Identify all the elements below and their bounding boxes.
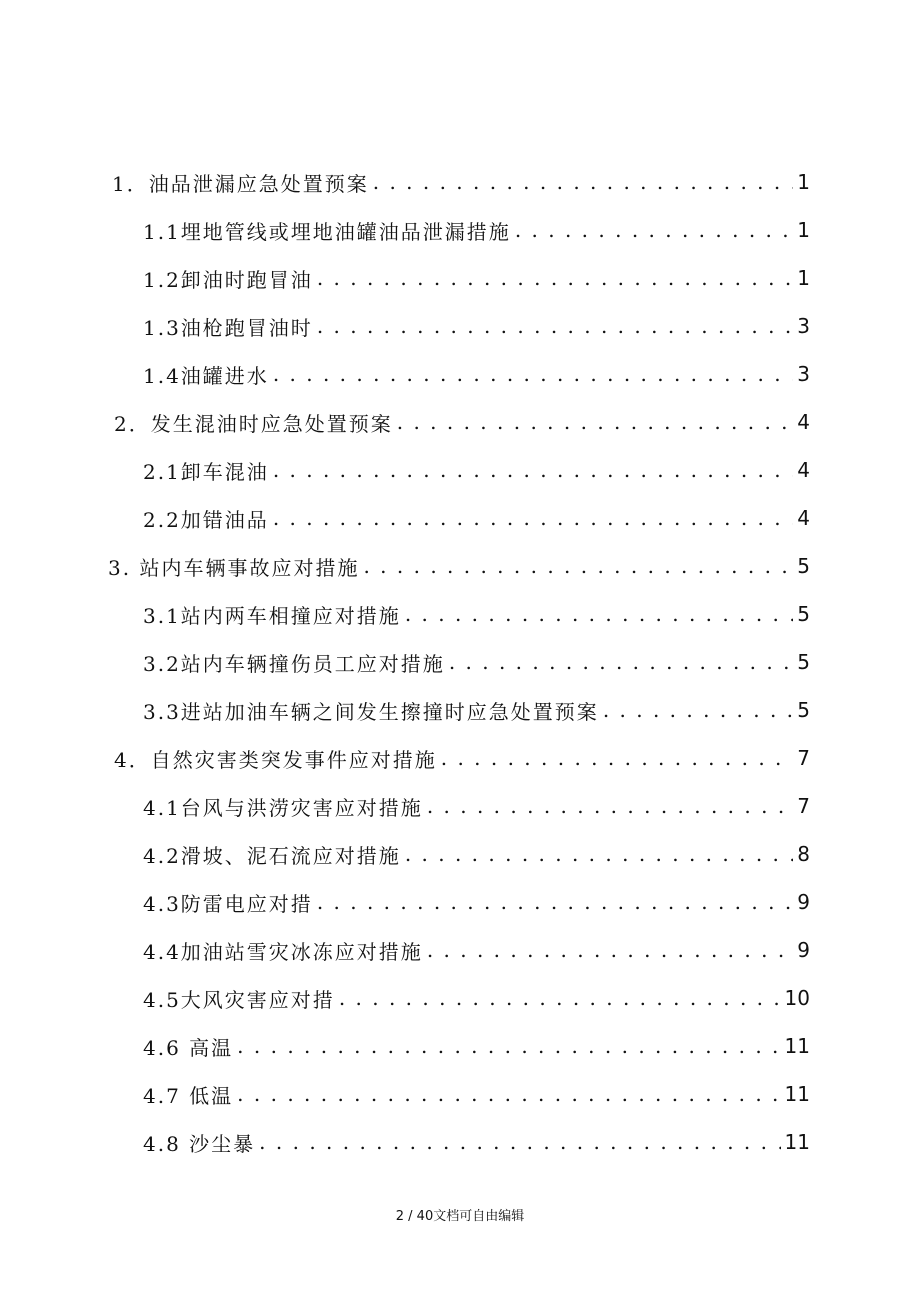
toc-entry-page: 11 bbox=[784, 1034, 810, 1058]
toc-entry-title: 1.4油罐进水 bbox=[143, 363, 269, 388]
toc-entry-page: 1 bbox=[797, 170, 810, 194]
toc-dot-leader bbox=[237, 1082, 780, 1106]
toc-entry-title: 4.3防雷电应对措 bbox=[143, 891, 313, 916]
toc-dot-leader bbox=[273, 458, 793, 482]
toc-entry-title: 4．自然灾害类突发事件应对措施 bbox=[114, 747, 437, 772]
toc-dot-leader bbox=[273, 506, 793, 530]
toc-entry-title: 1．油品泄漏应急处置预案 bbox=[112, 171, 369, 196]
toc-dot-leader bbox=[317, 266, 793, 290]
toc-entry[interactable] bbox=[143, 446, 810, 494]
toc-dot-leader bbox=[397, 410, 794, 434]
toc-entry-title: 4.2滑坡、泥石流应对措施 bbox=[143, 843, 401, 868]
toc-dot-leader bbox=[259, 1130, 780, 1154]
toc-entry-title: 3. 站内车辆事故应对措施 bbox=[108, 555, 360, 580]
toc-entry-title: 4.4加油站雪灾冰冻应对措施 bbox=[143, 939, 423, 964]
toc-dot-leader bbox=[273, 362, 793, 386]
toc-entry[interactable] bbox=[114, 398, 810, 446]
toc-entry-page: 7 bbox=[797, 746, 810, 770]
toc-entry[interactable] bbox=[143, 1022, 810, 1070]
toc-dot-leader bbox=[441, 746, 794, 770]
toc-entry[interactable] bbox=[143, 590, 810, 638]
toc-entry[interactable] bbox=[112, 158, 810, 206]
toc-entry-title: 3.1站内两车相撞应对措施 bbox=[143, 603, 401, 628]
toc-dot-leader bbox=[363, 554, 793, 578]
toc-entry[interactable] bbox=[143, 974, 810, 1022]
toc-entry[interactable] bbox=[143, 302, 810, 350]
toc-entry[interactable] bbox=[143, 638, 810, 686]
toc-entry-page: 4 bbox=[797, 410, 810, 434]
toc-entry-title: 2.1卸车混油 bbox=[143, 459, 269, 484]
toc-entry-title: 3.3进站加油车辆之间发生擦撞时应急处置预案 bbox=[143, 699, 599, 724]
toc-entry[interactable] bbox=[143, 206, 810, 254]
toc-entry-page: 5 bbox=[797, 602, 810, 626]
toc-dot-leader bbox=[339, 986, 781, 1010]
toc-dot-leader bbox=[449, 650, 793, 674]
toc-entry[interactable] bbox=[108, 542, 810, 590]
toc-dot-leader bbox=[405, 602, 793, 626]
toc-entry-page: 5 bbox=[797, 554, 810, 578]
toc-entry[interactable] bbox=[143, 782, 810, 830]
toc-dot-leader bbox=[427, 794, 793, 818]
toc-entry-title: 1.3油枪跑冒油时 bbox=[143, 315, 313, 340]
toc-entry[interactable] bbox=[143, 1070, 810, 1118]
toc-dot-leader bbox=[317, 890, 793, 914]
toc-dot-leader bbox=[237, 1034, 780, 1058]
toc-entry-title: 1.2卸油时跑冒油 bbox=[143, 267, 313, 292]
toc-entry-page: 5 bbox=[797, 698, 810, 722]
toc-entry-page: 4 bbox=[797, 506, 810, 530]
toc-entry[interactable] bbox=[143, 686, 810, 734]
toc-entry-title: 4.6 高温 bbox=[143, 1035, 234, 1060]
toc-entry-page: 3 bbox=[797, 314, 810, 338]
toc-entry[interactable] bbox=[143, 830, 810, 878]
toc-entry-title: 4.5大风灾害应对措 bbox=[143, 987, 335, 1012]
toc-entry[interactable] bbox=[143, 494, 810, 542]
toc-entry-page: 1 bbox=[797, 218, 810, 242]
toc-entry-title: 4.7 低温 bbox=[143, 1083, 234, 1108]
toc-entry-title: 2.2加错油品 bbox=[143, 507, 269, 532]
toc-entry[interactable] bbox=[143, 1118, 810, 1166]
toc-dot-leader bbox=[427, 938, 793, 962]
toc-entry-page: 9 bbox=[797, 938, 810, 962]
toc-entry-page: 1 bbox=[797, 266, 810, 290]
toc-entry[interactable] bbox=[143, 878, 810, 926]
toc-entry-page: 11 bbox=[784, 1130, 810, 1154]
toc-entry[interactable] bbox=[143, 926, 810, 974]
toc-entry-page: 7 bbox=[797, 794, 810, 818]
toc-entry-page: 10 bbox=[784, 986, 810, 1010]
toc-dot-leader bbox=[373, 170, 794, 194]
toc-entry-page: 9 bbox=[797, 890, 810, 914]
toc-entry-page: 11 bbox=[784, 1082, 810, 1106]
toc-entry-page: 8 bbox=[797, 842, 810, 866]
toc-entry-title: 4.8 沙尘暴 bbox=[143, 1131, 256, 1156]
toc-entry-title: 3.2站内车辆撞伤员工应对措施 bbox=[143, 651, 445, 676]
toc-entry-title: 1.1埋地管线或埋地油罐油品泄漏措施 bbox=[143, 219, 511, 244]
toc-entry[interactable] bbox=[114, 734, 810, 782]
toc-entry[interactable] bbox=[143, 254, 810, 302]
page-footer: 2 / 40文档可自由编辑 bbox=[395, 1209, 525, 1224]
toc-entry-page: 4 bbox=[797, 458, 810, 482]
toc-entry-title: 2．发生混油时应急处置预案 bbox=[114, 411, 393, 436]
toc-dot-leader bbox=[515, 218, 793, 242]
toc-entry-title: 4.1台风与洪涝灾害应对措施 bbox=[143, 795, 423, 820]
toc-dot-leader bbox=[405, 842, 793, 866]
toc-entry-page: 5 bbox=[797, 650, 810, 674]
toc-entry[interactable] bbox=[143, 350, 810, 398]
toc-entry-page: 3 bbox=[797, 362, 810, 386]
toc-dot-leader bbox=[603, 698, 793, 722]
toc-dot-leader bbox=[317, 314, 793, 338]
